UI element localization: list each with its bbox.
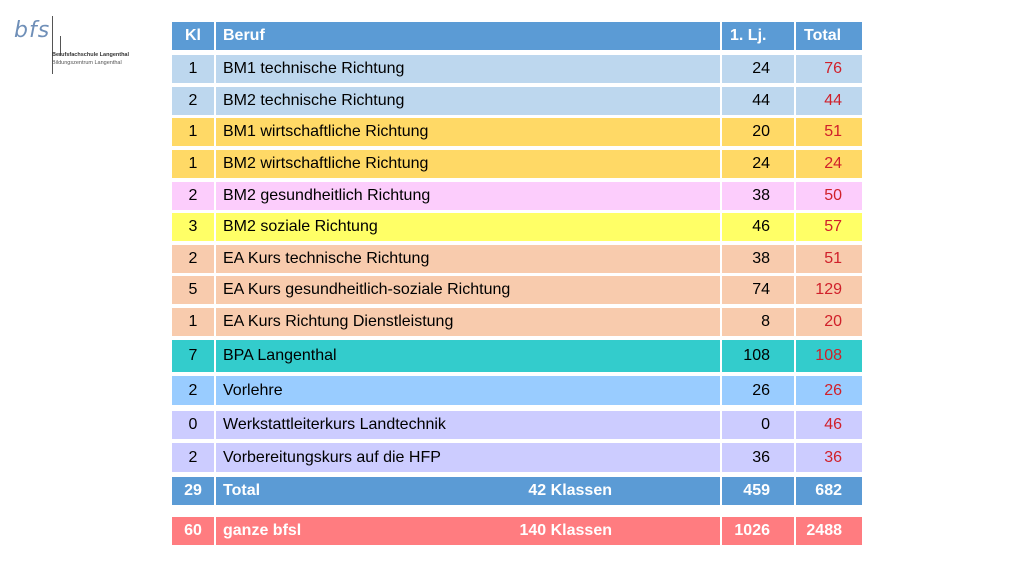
cell-total: 51 (796, 245, 862, 273)
cell-kl: 7 (172, 340, 214, 372)
cell-beruf: EA Kurs Richtung Dienstleistung (216, 308, 720, 336)
cell-lj: 0 (722, 411, 794, 439)
table-row (172, 55, 862, 83)
cell-lj: 44 (722, 87, 794, 115)
cell-lj: 24 (722, 55, 794, 83)
cell-kl: 1 (172, 150, 214, 178)
cell-total: 20 (796, 308, 862, 336)
cell-kl: 5 (172, 276, 214, 304)
cell-kl: 2 (172, 87, 214, 115)
cell-total: 46 (796, 411, 862, 439)
cell-beruf: BM1 wirtschaftliche Richtung (216, 118, 720, 146)
cell-kl: 1 (172, 308, 214, 336)
cell-total: 26 (796, 376, 862, 405)
cell-kl: 2 (172, 182, 214, 210)
cell-beruf: Werkstattleiterkurs Landtechnik (216, 411, 720, 439)
cell-lj: 38 (722, 245, 794, 273)
cell-kl: 29 (172, 477, 214, 505)
cell-kl: 1 (172, 55, 214, 83)
grand-total-row (172, 517, 862, 545)
cell-lj: 38 (722, 182, 794, 210)
cell-total: 76 (796, 55, 862, 83)
table-row (172, 150, 862, 178)
logo-mark: bfs (14, 18, 51, 43)
cell-beruf: Vorbereitungskurs auf die HFP (216, 443, 720, 472)
table-row (172, 443, 862, 472)
cell-beruf: BPA Langenthal (216, 340, 720, 372)
logo (14, 14, 154, 74)
cell-total: 57 (796, 213, 862, 241)
cell-total: 50 (796, 182, 862, 210)
cell-lj: 8 (722, 308, 794, 336)
cell-lj: 20 (722, 118, 794, 146)
header-lj: 1. Lj. (722, 22, 794, 50)
cell-lj: 46 (722, 213, 794, 241)
cell-total: 36 (796, 443, 862, 472)
table-row (172, 245, 862, 273)
cell-beruf: BM2 gesundheitlich Richtung (216, 182, 720, 210)
cell-beruf: BM2 technische Richtung (216, 87, 720, 115)
cell-klassen: 140 Klassen (519, 522, 612, 539)
cell-total: 129 (796, 276, 862, 304)
cell-beruf: BM1 technische Richtung (216, 55, 720, 83)
cell-total: 2488 (796, 517, 862, 545)
cell-lj: 26 (722, 376, 794, 405)
cell-beruf: ganze bfsl (216, 517, 720, 545)
cell-beruf: EA Kurs gesundheitlich-soziale Richtung (216, 276, 720, 304)
table-row (172, 118, 862, 146)
cell-total: 108 (796, 340, 862, 372)
cell-klassen: 42 Klassen (528, 482, 612, 499)
cell-beruf: EA Kurs technische Richtung (216, 245, 720, 273)
cell-kl: 0 (172, 411, 214, 439)
cell-kl: 3 (172, 213, 214, 241)
table-row (172, 376, 862, 405)
cell-lj: 1026 (722, 517, 794, 545)
cell-total: 682 (796, 477, 862, 505)
cell-kl: 2 (172, 376, 214, 405)
cell-kl: 2 (172, 245, 214, 273)
cell-kl: 60 (172, 517, 214, 545)
table-row (172, 308, 862, 336)
header-beruf: Beruf (216, 22, 720, 50)
table-row (172, 87, 862, 115)
header-kl: Kl (172, 22, 214, 50)
cell-total: 44 (796, 87, 862, 115)
cell-beruf: Vorlehre (216, 376, 720, 405)
cell-lj: 74 (722, 276, 794, 304)
cell-lj: 459 (722, 477, 794, 505)
table-row (172, 276, 862, 304)
cell-total: 24 (796, 150, 862, 178)
table-row (172, 213, 862, 241)
logo-center-name: Bildungszentrum Langenthal (52, 60, 122, 66)
table-row (172, 340, 862, 372)
header-total: Total (796, 22, 862, 50)
cell-beruf: BM2 wirtschaftliche Richtung (216, 150, 720, 178)
cell-beruf: Total (216, 477, 720, 505)
cell-beruf: BM2 soziale Richtung (216, 213, 720, 241)
total-row (172, 477, 862, 505)
table-row (172, 182, 862, 210)
cell-lj: 24 (722, 150, 794, 178)
cell-lj: 36 (722, 443, 794, 472)
cell-lj: 108 (722, 340, 794, 372)
table-row (172, 411, 862, 439)
cell-total: 51 (796, 118, 862, 146)
cell-kl: 1 (172, 118, 214, 146)
table-header (172, 22, 862, 50)
cell-kl: 2 (172, 443, 214, 472)
logo-school-name: Berufsfachschule Langenthal (52, 52, 130, 58)
